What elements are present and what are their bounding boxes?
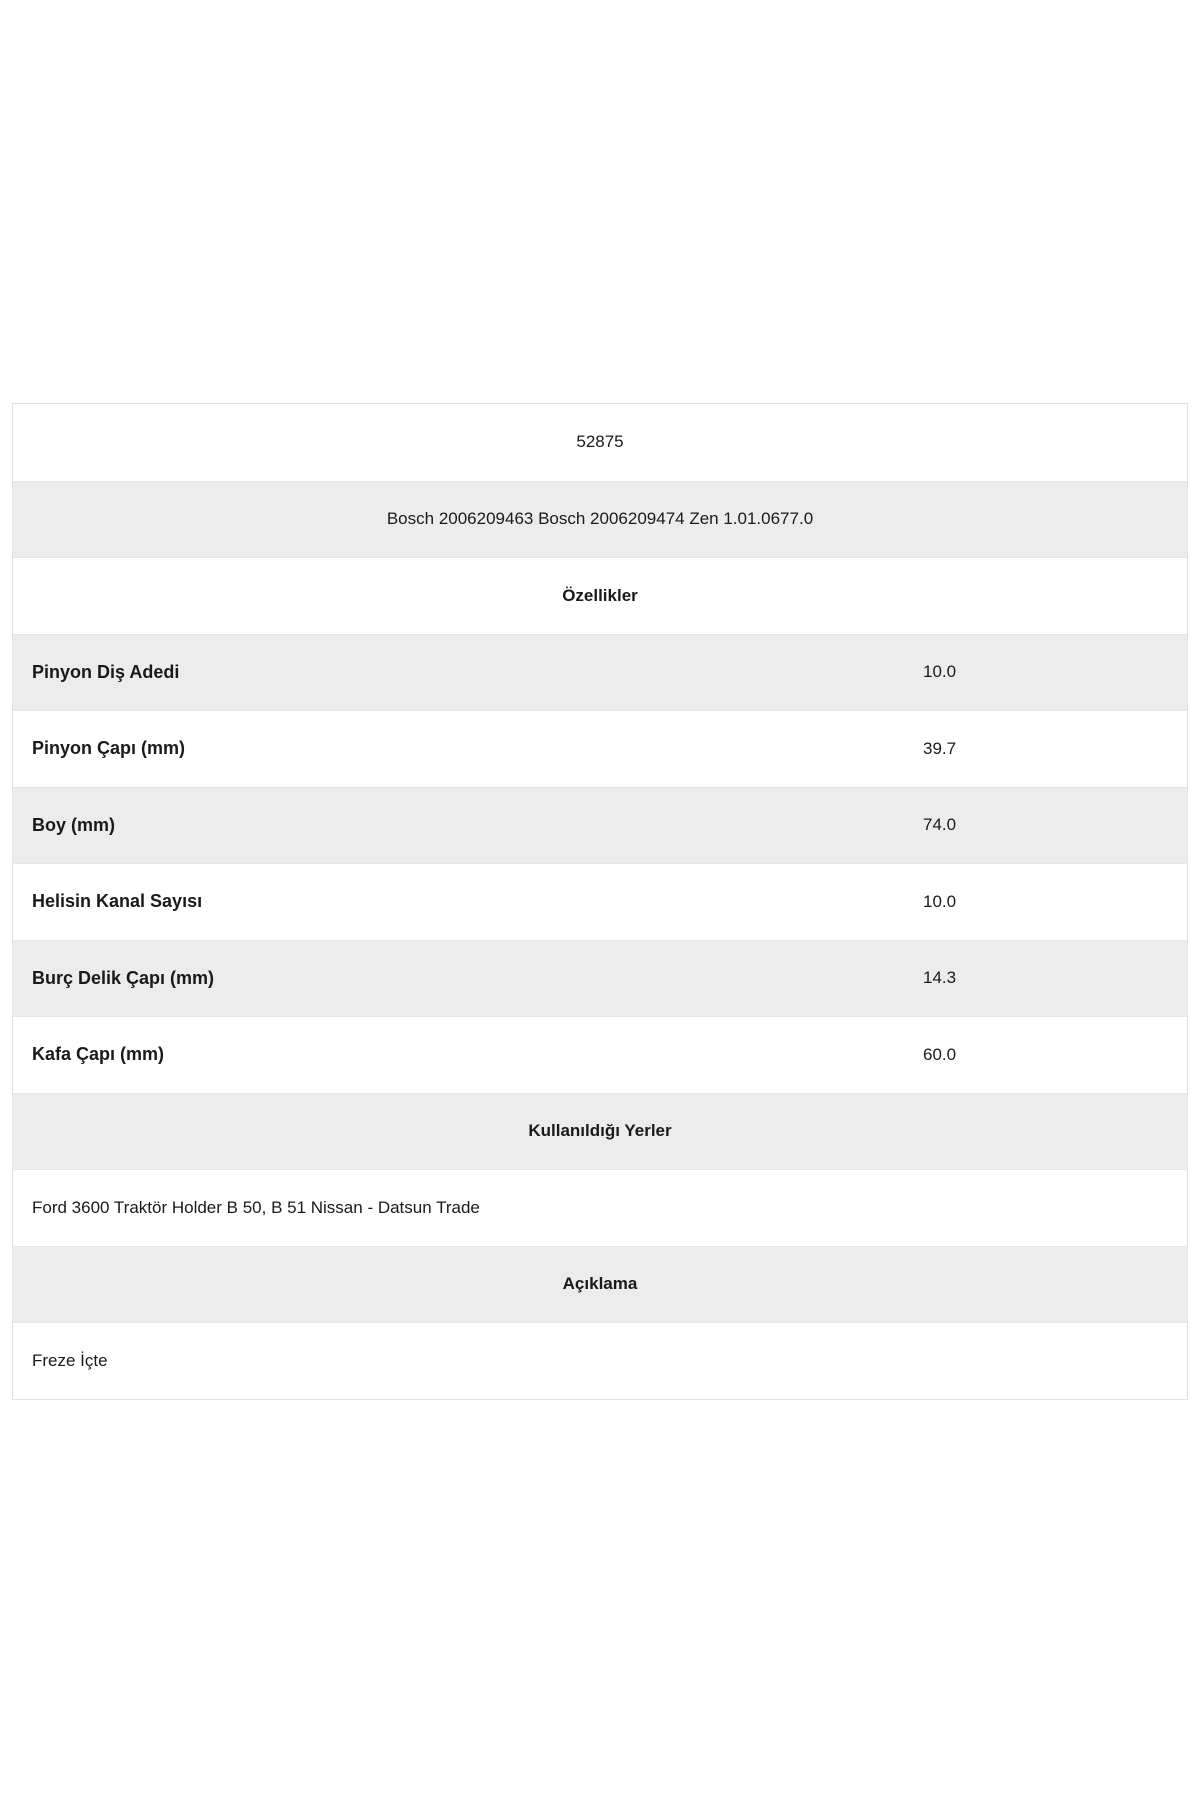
feature-value: 10.0 [923,662,957,682]
feature-row [13,634,1187,711]
feature-value: 14.3 [923,968,957,988]
description-row [13,1322,1187,1399]
usage-heading-row [13,1093,1187,1170]
feature-value: 60.0 [923,1044,957,1064]
feature-row [13,1016,1187,1093]
spec-table [12,403,1188,1400]
usage-heading: Kullanıldığı Yerler [528,1121,672,1141]
feature-label: Kafa Çapı (mm) [32,1044,165,1065]
features-heading-row [13,557,1187,634]
feature-label: Pinyon Çapı (mm) [32,738,186,759]
description-text: Freze İçte [32,1350,108,1370]
feature-row [13,787,1187,864]
cross-references: Bosch 2006209463 Bosch 2006209474 Zen 1.01.0677.0 [386,509,814,529]
feature-label: Burç Delik Çapı (mm) [32,967,215,988]
description-heading: Açıklama [562,1274,638,1294]
product-code: 52875 [576,432,624,452]
usage-text: Ford 3600 Traktör Holder B 50, B 51 Nissan - Datsun Trade [32,1197,480,1217]
feature-label: Boy (mm) [32,814,116,835]
feature-value: 10.0 [923,891,957,911]
feature-label: Helisin Kanal Sayısı [32,891,203,912]
feature-row [13,940,1187,1017]
feature-label: Pinyon Diş Adedi [32,661,180,682]
feature-row [13,710,1187,787]
feature-value: 39.7 [923,738,957,758]
description-heading-row [13,1246,1187,1323]
features-heading: Özellikler [562,585,638,605]
feature-value: 74.0 [923,815,957,835]
feature-row [13,863,1187,940]
cross-reference-row [13,481,1187,558]
usage-row [13,1169,1187,1246]
product-code-row [13,404,1187,481]
